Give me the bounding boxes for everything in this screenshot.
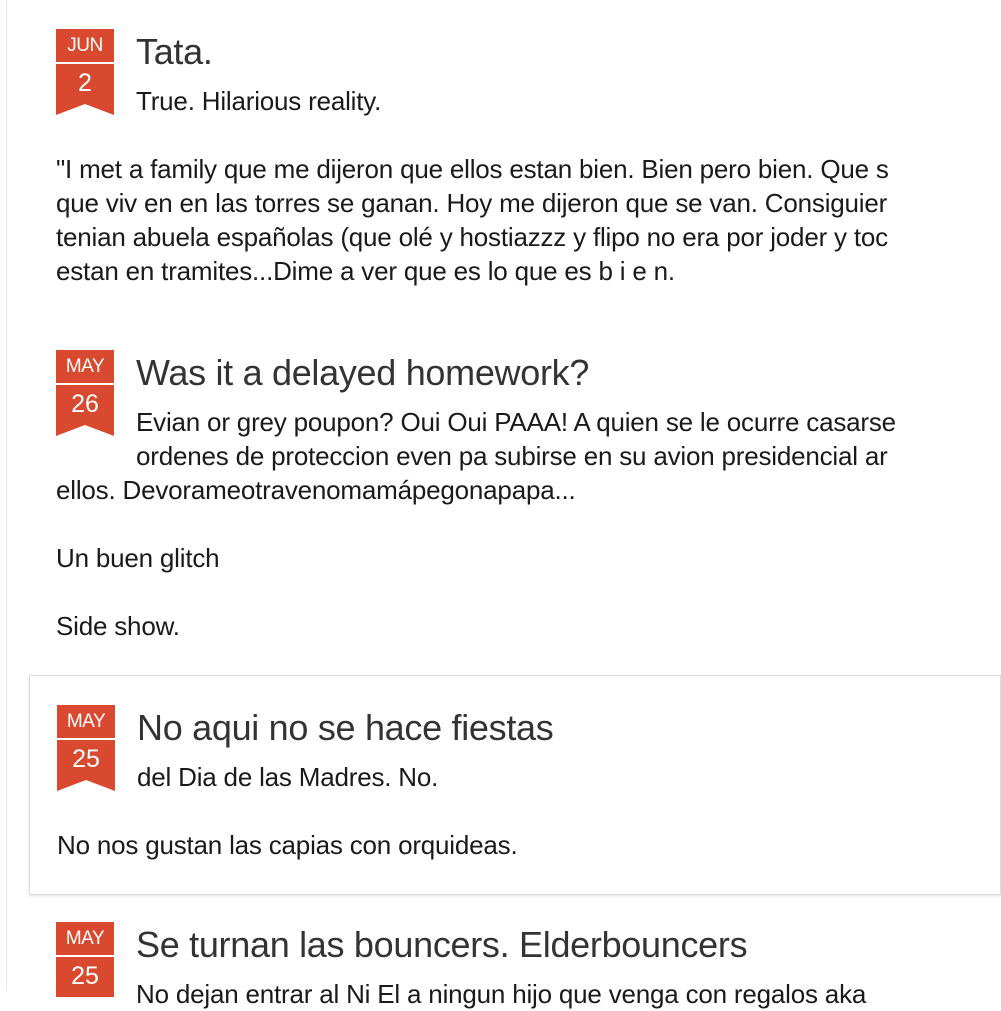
post-body-line: Evian or grey poupon? Oui Oui PAAA! A quien se le ocurre casarse [136,407,896,437]
post-body-line: "I met a family que me dijeron que ellos estan bien. Bien pero bien. Que s [56,154,889,184]
badge-month: MAY [56,350,114,383]
post-body-line: ellos. Devorameotravenomamápegonapapa... [56,475,576,505]
badge-day: 25 [56,957,114,997]
post-subtitle: No dejan entrar al Ni El a ningun hijo que venga con regalos aka [136,979,867,1009]
post-body-line: ordenes de proteccion even pa subirse en su avion presidencial ar [136,441,888,471]
post-body-line: estan en tramites...Dime a ver que es lo que es b i e n. [56,256,675,286]
post-subtitle: del Dia de las Madres. No. [137,762,439,792]
badge-month: JUN [56,29,114,62]
post-title[interactable]: Was it a delayed homework? [136,352,590,393]
post-body-line: No nos gustan las capias con orquideas. [57,830,518,860]
post-body-line: tenian abuela españolas (que olé y hostiazzz y flipo no era por joder y toc [56,222,888,252]
post-text-glitch: Un buen glitch [56,543,220,573]
post-card-fiestas[interactable] [29,675,1001,895]
post-bouncers [0,900,988,1009]
post-title[interactable]: No aqui no se hace fiestas [137,707,554,748]
post-subtitle: True. Hilarious reality. [136,86,382,116]
badge-day: 25 [57,740,115,780]
badge-day: 2 [56,64,114,104]
post-body-line: que viv en en las torres se ganan. Hoy me dijeron que se van. Consiguier [56,188,888,218]
post-title[interactable]: Se turnan las bouncers. Elderbouncers [136,924,748,965]
badge-day: 26 [56,385,114,425]
post-title[interactable]: Tata. [136,31,213,72]
ribbon-tail-icon [57,780,115,791]
badge-month: MAY [56,922,114,955]
date-badge [57,705,115,791]
badge-month: MAY [57,705,115,738]
date-badge [56,922,114,997]
ribbon-tail-icon [56,425,114,436]
post-text-side-show: Side show. [56,611,180,641]
date-badge [56,350,114,436]
